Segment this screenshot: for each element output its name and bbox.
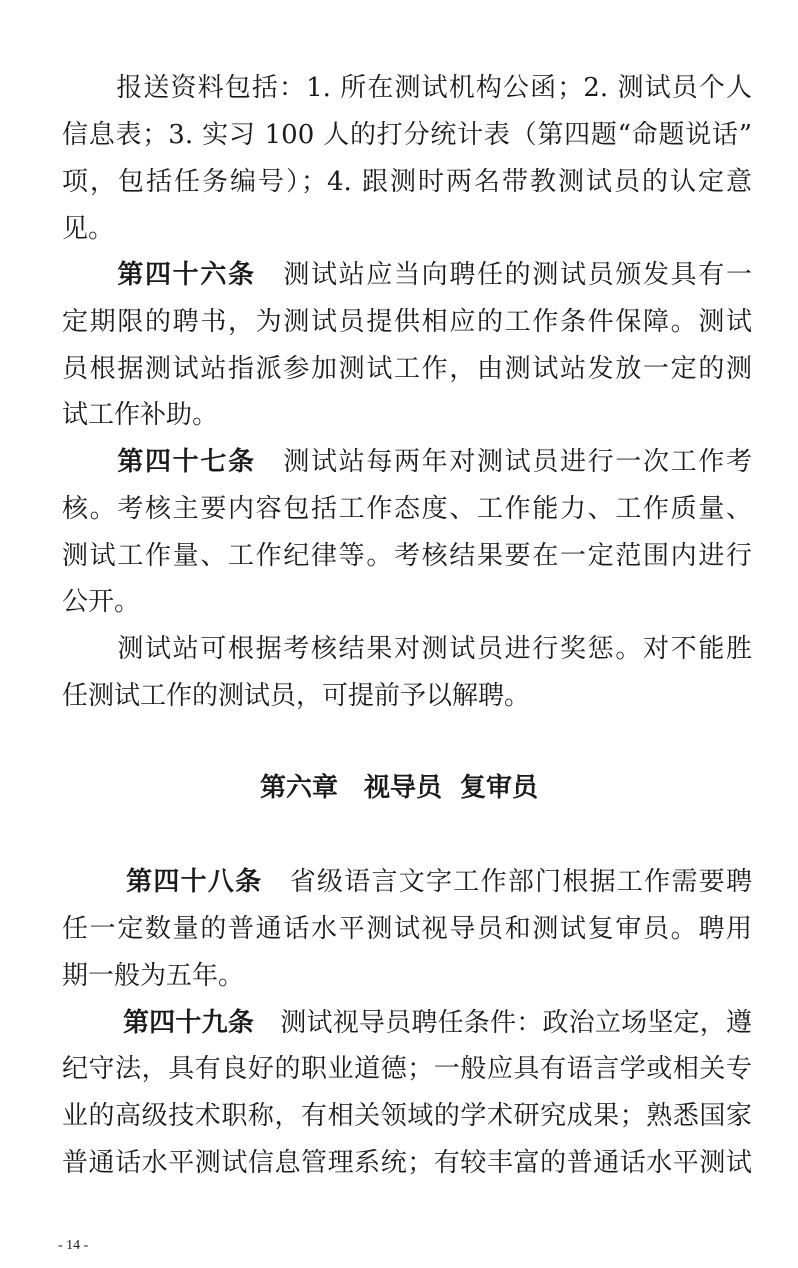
text-line: 任测试工作的测试员，可提前予以解聘。	[62, 681, 531, 711]
page-number: - 14 -	[58, 1238, 89, 1253]
text-line: 报送资料包括：1. 所在测试机构公函；2. 测试员个人	[62, 73, 752, 103]
article-heading: 第四十六条	[117, 260, 256, 290]
article-47-first-line	[62, 442, 752, 482]
text-line: 期一般为五年。	[62, 961, 245, 991]
text-line: 信息表；3. 实习 100 人的打分统计表（第四题“命题说话”	[62, 120, 752, 150]
text-line: 测试工作量、工作纪律等。考核结果要在一定范围内进行	[62, 541, 752, 571]
article-heading: 第四十七条	[117, 447, 256, 477]
text-span: 测试站应当向聘任的测试员颁发具有一	[255, 260, 752, 290]
article-48-first-line	[62, 862, 752, 902]
article-heading: 第四十八条	[126, 867, 263, 897]
article-heading: 第四十九条	[122, 1008, 255, 1038]
text-line: 员根据测试站指派参加测试工作，由测试站发放一定的测	[62, 354, 752, 384]
text-line: 项，包括任务编号）；4. 跟测时两名带教测试员的认定意	[62, 167, 752, 197]
text-line: 业的高级技术职称，有相关领域的学术研究成果；熟悉国家	[62, 1101, 752, 1131]
text-line: 核。考核主要内容包括工作态度、工作能力、工作质量、	[62, 494, 752, 524]
text-line: 任一定数量的普通话水平测试视导员和测试复审员。聘用	[62, 914, 752, 944]
text-span: 测试视导员聘任条件：政治立场坚定，遵	[254, 1008, 752, 1038]
article-46-first-line	[62, 255, 752, 295]
text-line: 纪守法，具有良好的职业道德；一般应具有语言学或相关专	[62, 1054, 752, 1084]
text-line: 试工作补助。	[62, 400, 219, 430]
text-line: 定期限的聘书，为测试员提供相应的工作条件保障。测试	[62, 307, 752, 337]
text-span: 省级语言文字工作部门根据工作需要聘	[262, 867, 752, 897]
text-line: 测试站可根据考核结果对测试员进行奖惩。对不能胜	[62, 634, 752, 664]
text-span: 测试站每两年对测试员进行一次工作考	[255, 447, 752, 477]
chapter-title: 第六章 视导员 复审员	[259, 773, 539, 803]
text-line: 普通话水平测试信息管理系统；有较丰富的普通话水平测试	[62, 1148, 752, 1178]
article-49-first-line	[62, 1003, 752, 1043]
text-line: 公开。	[62, 587, 141, 617]
text-line: 见。	[62, 214, 115, 244]
